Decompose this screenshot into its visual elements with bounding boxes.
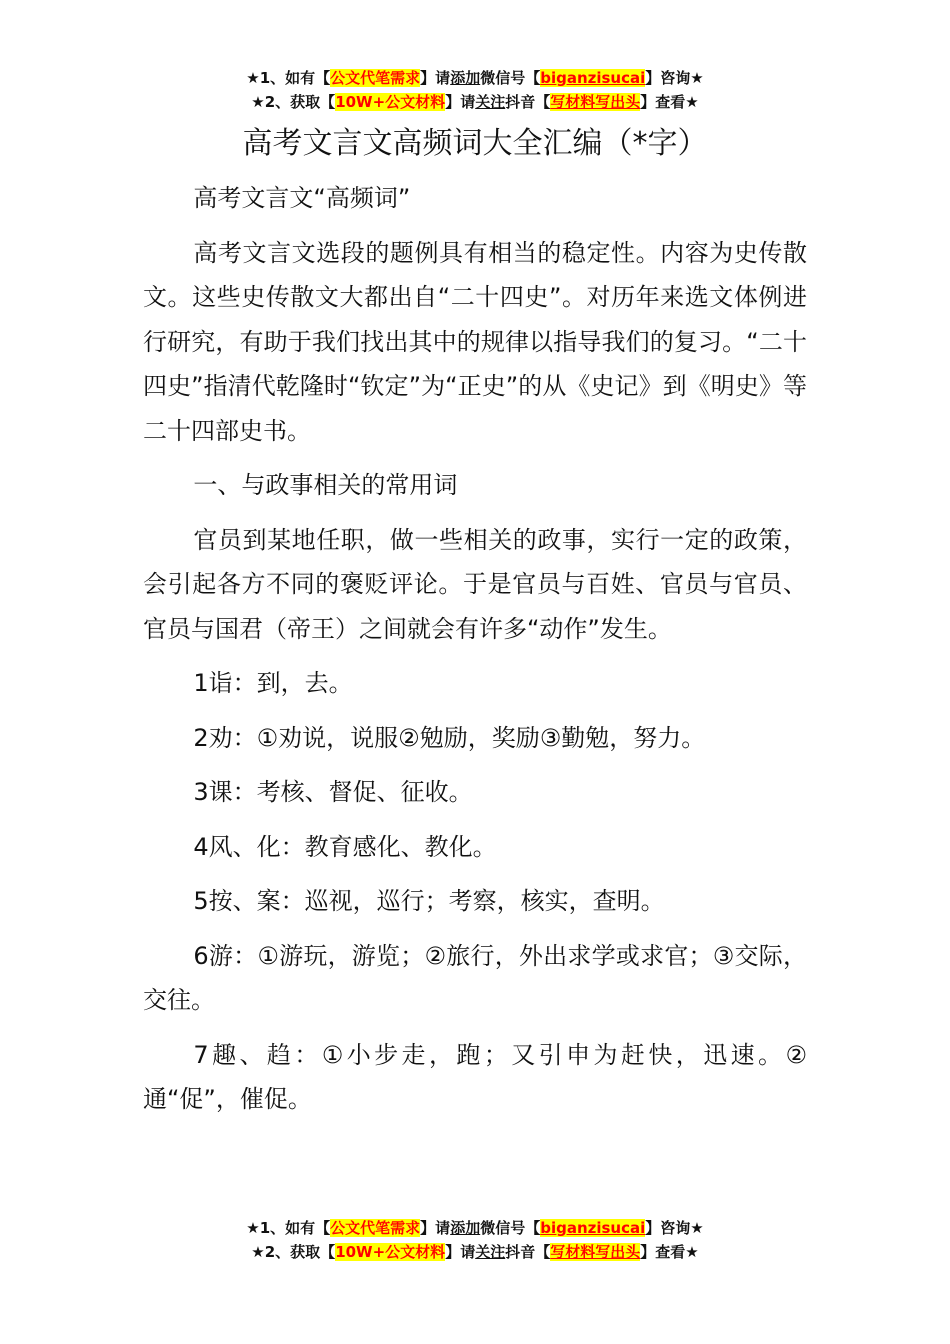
highlight-douyin: 写材料写出头 [550,93,641,111]
header-banner [0,66,950,114]
paragraph-subtitle: 高考文言文“高频词” [193,184,411,212]
list-item: 3课：考核、督促、征收。 [193,778,473,806]
page-title: 高考文言文高频词大全汇编（*字） [242,126,708,161]
paragraph-intro: 高考文言文选段的题例具有相当的稳定性。内容为史传散文。这些史传散文大都出自“二十四史”。对历年来选文体例进行研究，有助于我们找出其中的规律以指导我们的复习。“二十四史”指清代乾隆时“钦定”为“正史”的从《史记》到《明史》等二十四部史书。 [143,238,807,445]
list-item: 6游：①游玩，游览；②旅行，外出求学或求官；③交际，交往。 [143,941,807,1014]
banner-line-1: ★1、如有【公文代笔需求】请添加微信号【biganzisucai】咨询★ [246,69,704,87]
highlight-materials: 10W+公文材料 [335,93,446,111]
list-item: 4风、化：教育感化、教化。 [193,832,497,861]
banner-line-1: ★1、如有【公文代笔需求】请添加微信号【biganzisucai】咨询★ [246,1219,704,1237]
list-item: 1诣：到，去。 [193,669,353,697]
highlight-service: 公文代笔需求 [330,69,421,87]
highlight-wechat-id: biganzisucai [540,69,646,87]
list-item: 5按、案：巡视，巡行；考察，核实，查明。 [193,887,665,915]
highlight-douyin: 写材料写出头 [550,1243,641,1261]
section-heading: 一、与政事相关的常用词 [193,471,458,499]
highlight-wechat-id: biganzisucai [540,1219,646,1237]
list-item: 2劝：①劝说，说服②勉励，奖励③勤勉，努力。 [193,723,706,752]
highlight-materials: 10W+公文材料 [335,1243,446,1261]
highlight-service: 公文代笔需求 [330,1219,421,1237]
banner-line-2: ★2、获取【10W+公文材料】请关注抖音【写材料写出头】查看★ [251,93,699,111]
footer-banner [0,1216,950,1264]
paragraph-section-intro: 官员到某地任职，做一些相关的政事，实行一定的政策，会引起各方不同的褒贬评论。于是官员与百姓、官员与官员、官员与国君（帝王）之间就会有许多“动作”发生。 [143,525,807,643]
list-item: 7趣、趋：①小步走，跑；又引申为赶快，迅速。②通“促”，催促。 [143,1040,807,1113]
banner-line-2: ★2、获取【10W+公文材料】请关注抖音【写材料写出头】查看★ [251,1243,699,1261]
document-body [143,176,807,1132]
